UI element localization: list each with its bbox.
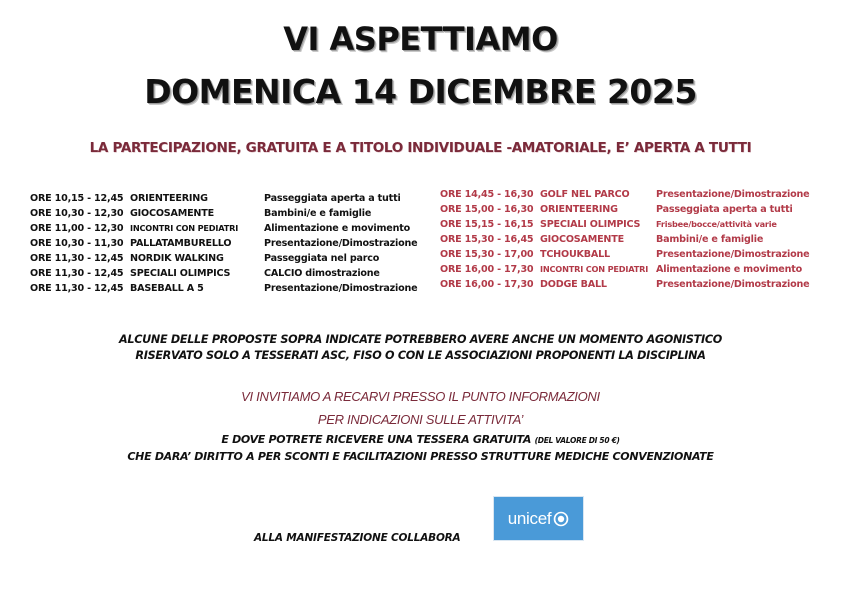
participation-subtitle: LA PARTECIPAZIONE, GRATUITA E A TITOLO INDIVIDUALE -AMATORIALE, E’ APERTA A TUTTI (89, 140, 752, 156)
schedule-row (30, 206, 417, 221)
time-range: ORE 11,30 - 12,45 (30, 253, 124, 264)
schedule-row (440, 277, 809, 292)
activity-name: ORIENTEERING (540, 204, 618, 215)
time-range: ORE 15,30 - 17,00 (440, 249, 534, 260)
schedule-afternoon (440, 187, 809, 292)
schedule-morning (30, 191, 417, 296)
time-range: ORE 10,15 - 12,45 (30, 193, 124, 204)
activity-description: Presentazione/Dimostrazione (656, 249, 810, 260)
time-range: ORE 15,15 - 16,15 (440, 219, 534, 230)
schedule-row (30, 221, 417, 236)
time-range: ORE 16,00 - 17,30 (440, 279, 534, 290)
activity-name: GIOCOSAMENTE (130, 208, 214, 219)
time-range: ORE 11,30 - 12,45 (30, 283, 124, 294)
activity-description: Alimentazione e movimento (656, 264, 803, 275)
free-card-line-2: CHE DARA’ DIRITTO A PER SCONTI E FACILITAZIONI PRESSO STRUTTURE MEDICHE CONVENZIONATE (127, 450, 714, 463)
activity-description: Bambini/e e famiglie (656, 234, 764, 245)
activity-name: GIOCOSAMENTE (540, 234, 624, 245)
title-line-2-date: DOMENICA 14 DICEMBRE 2025 (144, 72, 697, 111)
time-range: ORE 16,00 - 17,30 (440, 264, 534, 275)
activity-name: DODGE BALL (540, 279, 607, 290)
schedule-row (440, 247, 809, 262)
time-range: ORE 10,30 - 11,30 (30, 238, 124, 249)
activity-name: GOLF NEL PARCO (540, 189, 630, 200)
activity-name: ORIENTEERING (130, 193, 208, 204)
competitive-notice-line-1: ALCUNE DELLE PROPOSTE SOPRA INDICATE POTREBBERO AVERE ANCHE UN MOMENTO AGONISTICO (119, 333, 722, 346)
title-line-1: VI ASPETTIAMO (283, 20, 558, 58)
activity-description: Passeggiata aperta a tutti (656, 204, 793, 215)
info-point-invite-line-2: PER INDICAZIONI SULLE ATTIVITA’ (317, 412, 524, 427)
schedule-row (30, 251, 417, 266)
activity-description: CALCIO dimostrazione (264, 268, 380, 279)
schedule-row (440, 232, 809, 247)
competitive-notice-line-2: RISERVATO SOLO A TESSERATI ASC, FISO O CON LE ASSOCIAZIONI PROPONENTI LA DISCIPLINA (135, 349, 706, 362)
activity-name: TCHOUKBALL (540, 249, 610, 260)
free-card-text: E DOVE POTRETE RICEVERE UNA TESSERA GRATUITA (221, 433, 535, 446)
unicef-emblem-icon (553, 511, 569, 527)
activity-description: Bambini/e e famiglie (264, 208, 372, 219)
activity-description: Presentazione/Dimostrazione (656, 189, 810, 200)
activity-description: Passeggiata aperta a tutti (264, 193, 401, 204)
activity-description: Presentazione/Dimostrazione (264, 238, 418, 249)
activity-name: SPECIALI OLIMPICS (540, 219, 641, 230)
schedule-row (440, 217, 809, 232)
schedule-row (440, 202, 809, 217)
time-range: ORE 15,30 - 16,45 (440, 234, 534, 245)
collaboration-label: ALLA MANIFESTAZIONE COLLABORA (254, 532, 461, 544)
time-range: ORE 14,45 - 16,30 (440, 189, 534, 200)
activity-description: Alimentazione e movimento (264, 223, 411, 234)
time-range: ORE 11,30 - 12,45 (30, 268, 124, 279)
activity-description: Presentazione/Dimostrazione (656, 279, 810, 290)
time-range: ORE 11,00 - 12,30 (30, 223, 124, 234)
time-range: ORE 10,30 - 12,30 (30, 208, 124, 219)
activity-name: INCONTRI CON PEDIATRI (130, 223, 239, 233)
activity-name: SPECIALI OLIMPICS (130, 268, 231, 279)
schedule-row (30, 191, 417, 206)
schedule-row (30, 281, 417, 296)
unicef-logo (493, 496, 584, 541)
unicef-logo-text: unicef (507, 508, 552, 528)
free-card-line-1 (0, 433, 841, 446)
activity-name: INCONTRI CON PEDIATRI (540, 264, 649, 274)
activity-description: Passeggiata nel parco (264, 253, 380, 264)
card-value-note: (DEL VALORE DI 50 €) (534, 436, 620, 445)
schedule-row (30, 266, 417, 281)
activity-description: Presentazione/Dimostrazione (264, 283, 418, 294)
activity-description: Frisbee/bocce/attività varie (656, 219, 777, 229)
activity-name: NORDIK WALKING (130, 253, 224, 264)
schedule-row (30, 236, 417, 251)
activity-name: PALLATAMBURELLO (130, 238, 232, 249)
schedule-row (440, 187, 809, 202)
activity-name: BASEBALL A 5 (130, 283, 204, 294)
time-range: ORE 15,00 - 16,30 (440, 204, 534, 215)
schedule-row (440, 262, 809, 277)
info-point-invite-line-1: VI INVITIAMO A RECARVI PRESSO IL PUNTO INFORMAZIONI (241, 389, 600, 404)
